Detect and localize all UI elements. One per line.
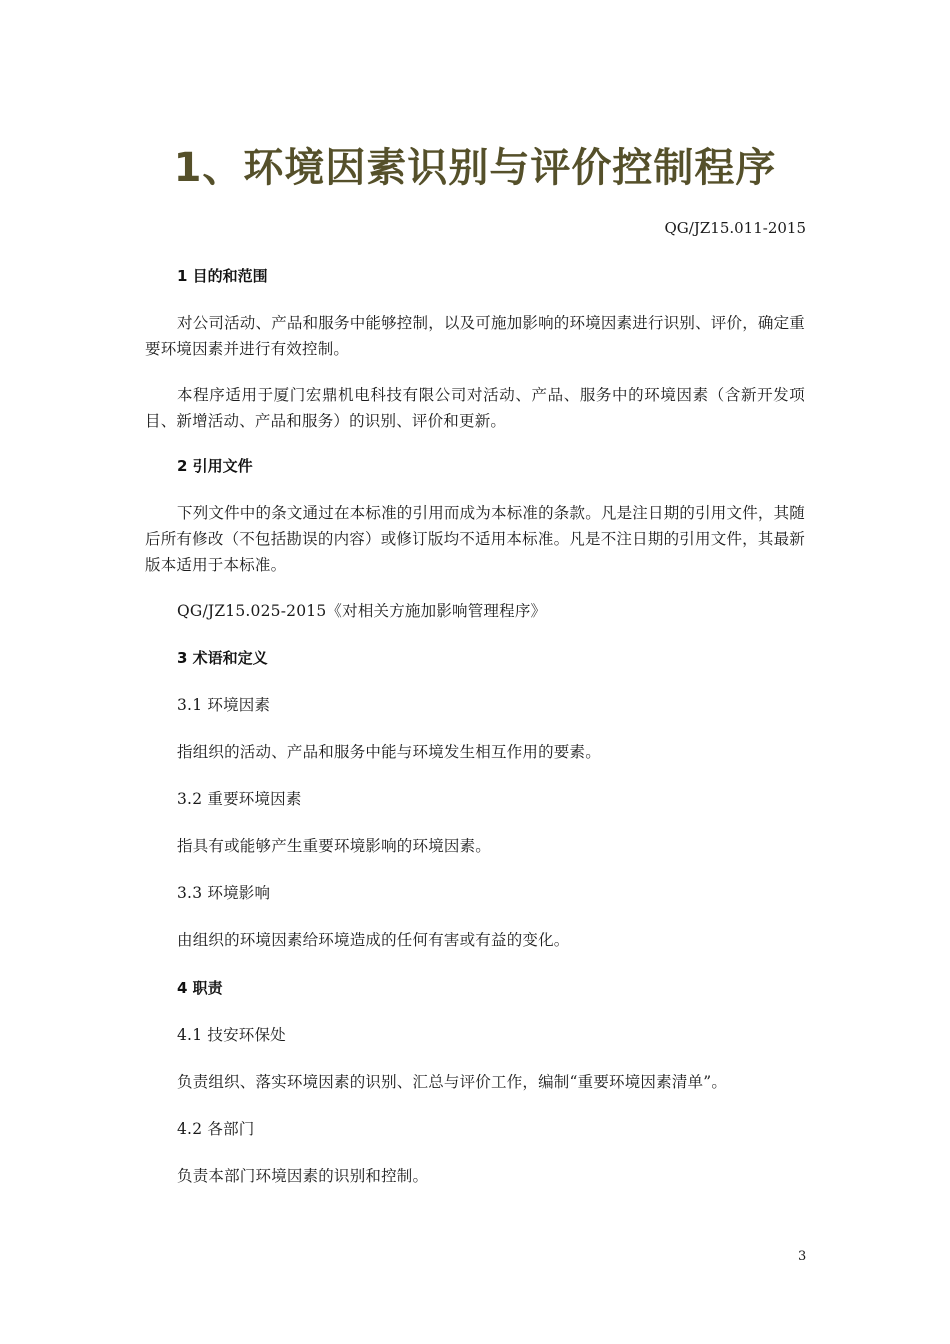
term-3-3-definition: 由组织的环境因素给环境造成的任何有害或有益的变化。 <box>177 931 570 949</box>
document-number: QG/JZ15.011-2015 <box>664 219 806 237</box>
section-3-heading: 3 术语和定义 <box>177 649 268 667</box>
section-2-reference: QG/JZ15.025-2015《对相关方施加影响管理程序》 <box>177 602 547 620</box>
page-title: 1、环境因素识别与评价控制程序 <box>173 145 777 191</box>
term-3-1-definition: 指组织的活动、产品和服务中能与环境发生相互作用的要素。 <box>177 743 601 761</box>
term-3-3-title: 3.3 环境影响 <box>177 884 271 902</box>
duty-4-2-description: 负责本部门环境因素的识别和控制。 <box>177 1167 429 1185</box>
duty-4-1-title: 4.1 技安环保处 <box>177 1026 286 1044</box>
section-4-heading: 4 职责 <box>177 979 223 997</box>
term-3-2-definition: 指具有或能够产生重要环境影响的环境因素。 <box>177 837 492 855</box>
page-number: 3 <box>798 1249 807 1264</box>
term-3-1-title: 3.1 环境因素 <box>177 696 271 714</box>
duty-4-2-title: 4.2 各部门 <box>177 1120 255 1138</box>
section-1-heading: 1 目的和范围 <box>177 267 268 285</box>
section-2-paragraph: 下列文件中的条文通过在本标准的引用而成为本标准的条款。凡是注日期的引用文件，其随后所有修改（不包括勘误的内容）或修订版均不适用本标准。凡是不注日期的引用文件，其最新版本适用于本标准。 <box>145 504 806 574</box>
section-2-heading: 2 引用文件 <box>177 457 253 475</box>
section-1-paragraph-2: 本程序适用于厦门宏鼎机电科技有限公司对活动、产品、服务中的环境因素（含新开发项目、新增活动、产品和服务）的识别、评价和更新。 <box>145 386 805 430</box>
section-1-paragraph-1: 对公司活动、产品和服务中能够控制，以及可施加影响的环境因素进行识别、评价，确定重要环境因素并进行有效控制。 <box>145 314 806 358</box>
duty-4-1-description: 负责组织、落实环境因素的识别、汇总与评价工作，编制“重要环境因素清单”。 <box>177 1073 728 1091</box>
term-3-2-title: 3.2 重要环境因素 <box>177 790 302 808</box>
